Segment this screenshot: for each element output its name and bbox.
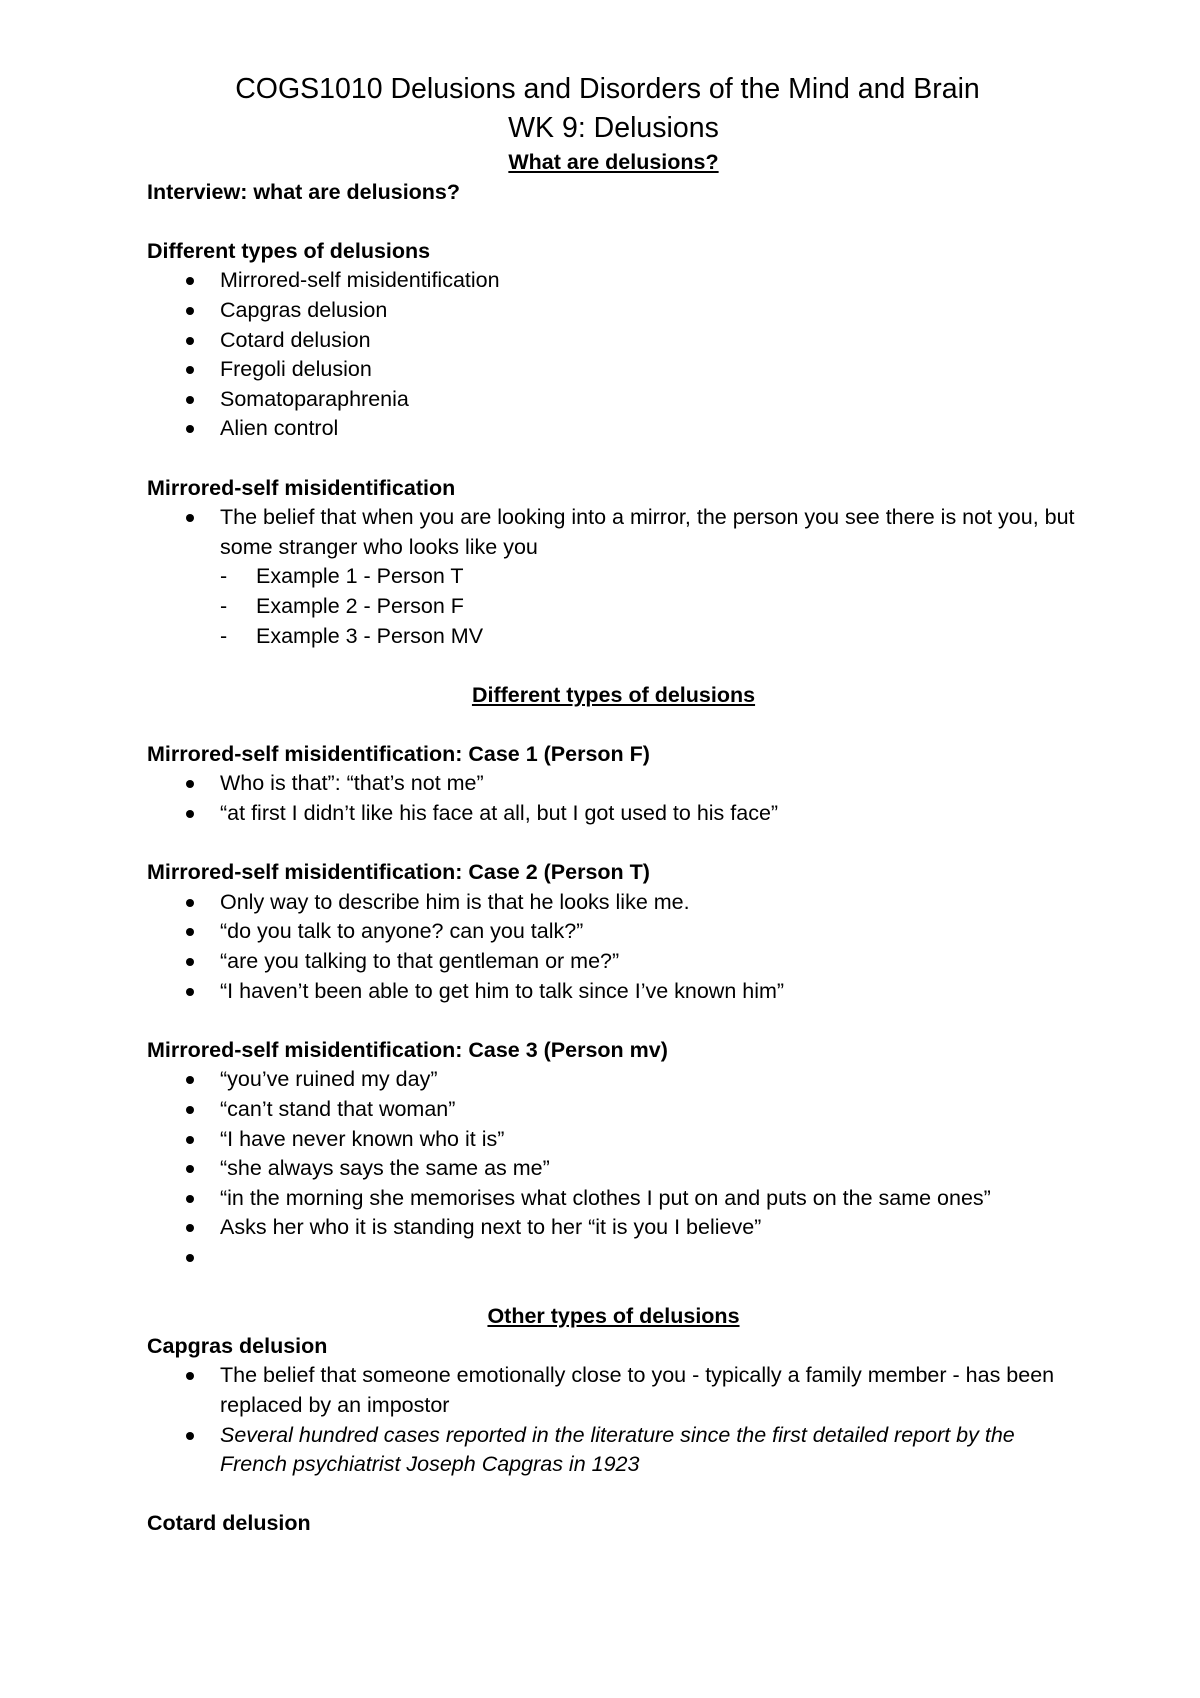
case2-heading: Mirrored-self misidentification: Case 2 (Person T) [147, 860, 650, 885]
section-heading-what-are-delusions: What are delusions? [508, 150, 719, 174]
example-item: - Example 1 - Person T [220, 562, 1080, 592]
case3-heading: Mirrored-self misidentification: Case 3 (Person mv) [147, 1037, 668, 1062]
blank-line [147, 1480, 1080, 1510]
types-heading: Different types of delusions [147, 238, 431, 263]
blank-line [147, 1006, 1080, 1036]
list-item: Several hundred cases reported in the literature since the first detailed report by the French psychiatrist Joseph Capgras in 1923 [147, 1421, 1080, 1480]
list-item: Fregoli delusion [147, 355, 1080, 385]
case2-list [147, 888, 1080, 1006]
list-item [147, 503, 1080, 651]
examples-list [220, 562, 1080, 651]
section-heading-different-types: Different types of delusions [471, 682, 756, 707]
case3-list [147, 1065, 1080, 1272]
mirrored-self-list [147, 503, 1080, 651]
list-item: “do you talk to anyone? can you talk?” [147, 917, 1080, 947]
list-item: “she always says the same as me” [147, 1154, 1080, 1184]
list-item: “are you talking to that gentleman or me?” [147, 947, 1080, 977]
list-item: “at first I didn’t like his face at all, but I got used to his face” [147, 799, 1080, 829]
interview-heading: Interview: what are delusions? [147, 179, 461, 204]
case1-heading: Mirrored-self misidentification: Case 1 (Person F) [147, 741, 650, 766]
list-item: “you’ve ruined my day” [147, 1065, 1080, 1095]
example-item: - Example 3 - Person MV [220, 622, 1080, 652]
list-item: Asks her who it is standing next to her “it is you I believe” [147, 1213, 1080, 1243]
list-item: “I haven’t been able to get him to talk since I’ve known him” [147, 977, 1080, 1007]
list-item: “in the morning she memorises what clothes I put on and puts on the same ones” [147, 1184, 1080, 1214]
blank-line [147, 1273, 1080, 1303]
list-item: The belief that someone emotionally close to you - typically a family member - has been replaced by an impostor [147, 1361, 1080, 1420]
list-item: Only way to describe him is that he looks like me. [147, 888, 1080, 918]
mirrored-self-belief: The belief that when you are looking into a mirror, the person you see there is not you, but some stranger who looks like you [220, 505, 1075, 559]
blank-line [147, 444, 1080, 474]
example-item: - Example 2 - Person F [220, 592, 1080, 622]
capgras-list [147, 1361, 1080, 1479]
case1-list [147, 769, 1080, 828]
list-item: “can’t stand that woman” [147, 1095, 1080, 1125]
list-item: Mirrored-self misidentification [147, 266, 1080, 296]
week-title: WK 9: Delusions [508, 112, 719, 144]
blank-line [147, 710, 1080, 740]
empty-list-item [147, 1243, 1080, 1273]
document-title: COGS1010 Delusions and Disorders of the Mind and Brain [235, 73, 980, 105]
capgras-heading: Capgras delusion [147, 1333, 328, 1358]
list-item: Capgras delusion [147, 296, 1080, 326]
section-heading-other-types: Other types of delusions [487, 1304, 740, 1329]
blank-line [147, 651, 1080, 681]
mirrored-self-heading: Mirrored-self misidentification [147, 475, 456, 500]
types-list [147, 266, 1080, 444]
list-item: “I have never known who it is” [147, 1125, 1080, 1155]
list-item: Who is that”: “that’s not me” [147, 769, 1080, 799]
blank-line [147, 207, 1080, 237]
cotard-heading: Cotard delusion [147, 1511, 311, 1536]
list-item: Somatoparaphrenia [147, 385, 1080, 415]
list-item: Alien control [147, 414, 1080, 444]
blank-line [147, 829, 1080, 859]
list-item: Cotard delusion [147, 326, 1080, 356]
